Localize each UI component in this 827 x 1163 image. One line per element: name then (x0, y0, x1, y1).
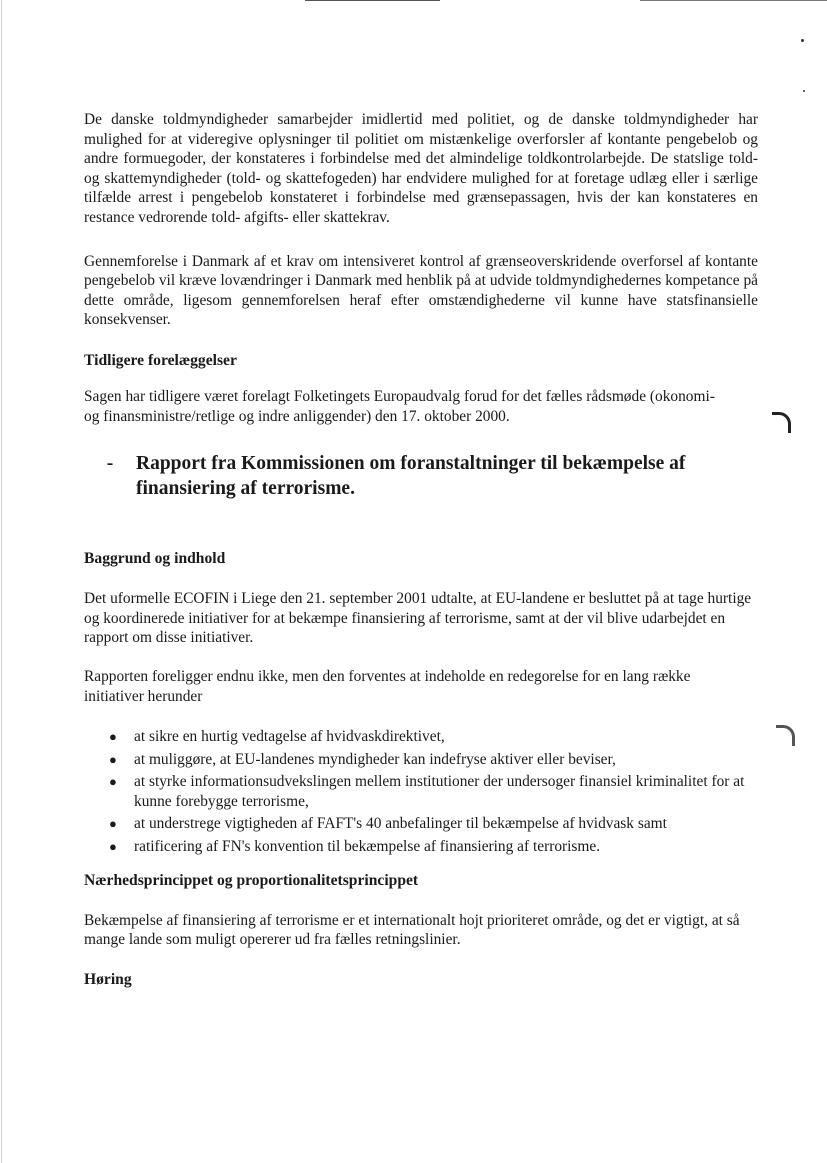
bullet-icon: ● (109, 774, 117, 790)
heading-baggrund-og-indhold: Baggrund og indhold (84, 550, 226, 568)
margin-mark-icon (776, 725, 795, 746)
list-item: ● at styrke informationsudvekslingen mellem institutioner der undersoger finansiel kriminalitet for at kunne forebygge terrorisme, (109, 773, 745, 810)
list-item: ● at sikre en hurtig vedtagelse af hvidvaskdirektivet, (109, 728, 445, 746)
left-scan-edge (1, 0, 2, 1163)
bullet-icon: ● (109, 839, 117, 855)
bullet-icon: ● (109, 816, 117, 832)
bullet-icon: ● (109, 751, 117, 767)
heading-dash: - (106, 453, 114, 475)
top-scan-line (305, 0, 440, 1)
main-section-heading (84, 451, 758, 501)
heading-naerhedsprincippet: Nærhedsprincippet og proportionalitetsprincippet (84, 871, 419, 889)
margin-mark-icon (772, 412, 791, 433)
top-scan-line-right (640, 0, 827, 1)
initiatives-list (109, 727, 758, 857)
list-item: ● ratificering af FN's konvention til bekæmpelse af finansiering af terrorisme. (109, 838, 601, 856)
paragraph-ecofin: Det uformelle ECOFIN i Liege den 21. september 2001 udtalte, at EU-landene er besluttet på at tage hurtige og koordinerede initiativer for at bekæmpe finansiering af terrorisme, samt at der vil blive udarbejdet en rapport om disse initiativer. (84, 590, 752, 647)
scan-speck (801, 39, 804, 42)
paragraph-gennemforelse: Gennemforelse i Danmark af et krav om intensiveret kontrol af grænseoverskridende overforsel af kontante pengebelob vil kræve lovændringer i Danmark med henblik på at udvide toldmyndighedernes kompetance på dette område, ligesom gennemforelsen heraf efter omstændighederne vil kunne have statsfinansielle konsekvenser. (84, 252, 758, 329)
scan-speck (803, 90, 805, 92)
list-item: ● at understrege vigtigheden af FAFT's 40 anbefalinger til bekæmpelse af hvidvask samt (109, 815, 667, 833)
paragraph-toldmyndigheder: De danske toldmyndigheder samarbejder imidlertid med politiet, og de danske toldmyndigheder har mulighed for at videregive oplysninger til politiet om mistænkelige overforsler af kontante pengebelob og andre formuegoder, der konstateres i forbindelse med det almindelige toldkontrolarbejde. De statslige told- og skattemyndigheder (told- og skattefogeden) har endvidere mulighed for at foretage udlæg eller i særlige tilfælde arrest i pengebelob konstateret i forbindelse med grænsepassagen, hvis der kan konstateres en restance vedrorende told- afgifts- eller skattekrav. (84, 111, 758, 226)
paragraph-tidligere: Sagen har tidligere været forelagt Folketingets Europaudvalg forud for det fælles rådsmøde (okonomi- og finansministre/retlige og indre anliggender) den 17. oktober 2000. (84, 387, 715, 425)
main-section-title: Rapport fra Kommissionen om foranstaltninger til bekæmpelse af finansiering af terrorisme. (136, 453, 686, 500)
document-page (84, 110, 758, 990)
list-item: ● at muliggøre, at EU-landenes myndigheder kan indefryse aktiver eller beviser, (109, 750, 616, 768)
heading-horing: Høring (84, 970, 132, 988)
bullet-icon: ● (109, 729, 117, 745)
paragraph-rapporten: Rapporten foreligger endnu ikke, men den forventes at indeholde en redegorelse for en lang række initiativer herunder (84, 667, 691, 705)
heading-tidligere-forelaeggelser: Tidligere forelæggelser (84, 351, 237, 369)
paragraph-bekaempelse: Bekæmpelse af finansiering af terrorisme er et internationalt hojt prioriteret område, og det er vigtigt, at så mange lande som muligt opererer ud fra fælles retningslinier. (84, 911, 740, 949)
